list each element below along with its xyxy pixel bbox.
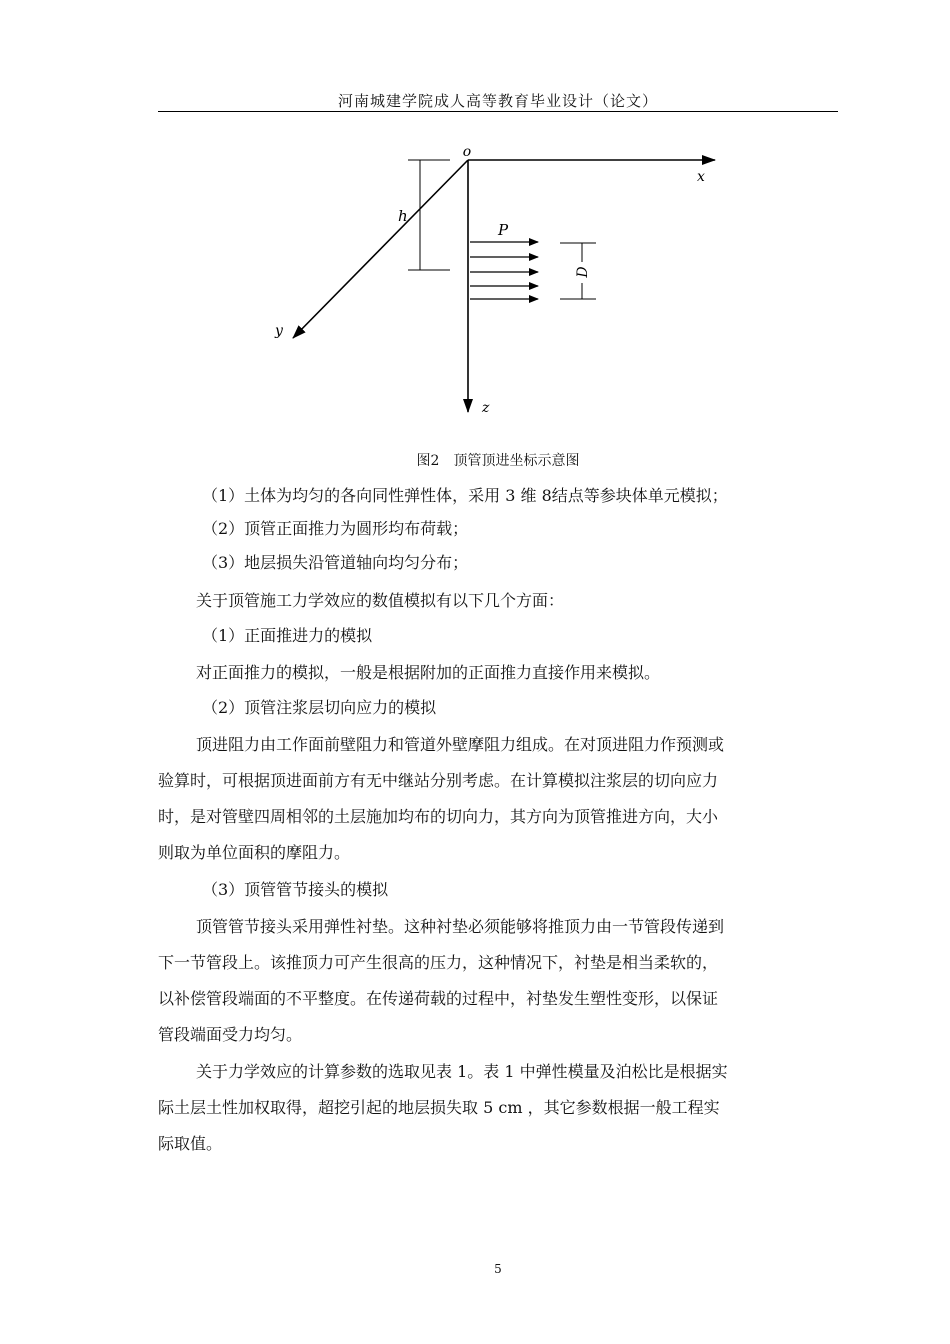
body-line: 际取值。 xyxy=(158,1134,223,1153)
figure-caption-number: 图2 xyxy=(416,453,440,469)
body-line: 验算时，可根据顶进面前方有无中继站分别考虑。在计算模拟注浆层的切向应力 xyxy=(158,771,719,790)
d-label: D xyxy=(575,266,591,278)
body-line: 顶进阻力由工作面前壁阻力和管道外壁摩阻力组成。在对顶进阻力作预测或 xyxy=(196,735,725,754)
body-line: 顶管管节接头采用弹性衬垫。这种衬垫必须能够将推顶力由一节管段传递到 xyxy=(196,917,725,936)
body-line: 时，是对管壁四周相邻的土层施加均布的切向力，其方向为顶管推进方向，大小 xyxy=(158,807,719,826)
figure-caption-text: 顶管顶进坐标示意图 xyxy=(453,453,580,469)
body-line: 对正面推力的模拟，一般是根据附加的正面推力直接作用来模拟。 xyxy=(196,663,661,682)
body-line: 下一节管段上。该推顶力可产生很高的压力，这种情况下，衬垫是相当柔软的， xyxy=(158,953,719,972)
body-line: （2）顶管注浆层切向应力的模拟 xyxy=(202,698,437,717)
body-line: 关于顶管施工力学效应的数值模拟有以下几个方面： xyxy=(196,591,565,610)
page-header: 河南城建学院成人高等教育毕业设计（论文） xyxy=(337,92,658,110)
body-line: （1）正面推进力的模拟 xyxy=(202,626,373,645)
body-line: 以补偿管段端面的不平整度。在传递荷载的过程中，衬垫发生塑性变形，以保证 xyxy=(158,989,719,1008)
header-rule xyxy=(158,111,838,112)
body-line: 关于力学效应的计算参数的选取见表 1。表 1 中弹性模量及泊松比是根据实 xyxy=(196,1062,728,1081)
origin-label: o xyxy=(462,144,472,160)
body-line: 际土层土性加权取得，超挖引起的地层损失取 5 cm ，其它参数根据一般工程实 xyxy=(158,1098,720,1117)
y-axis xyxy=(293,160,468,338)
p-label: P xyxy=(498,221,509,239)
figure-caption xyxy=(158,450,838,470)
diagram-svg xyxy=(260,140,740,420)
y-axis-label: y xyxy=(275,323,283,339)
coordinate-diagram xyxy=(260,140,740,420)
body-line: （2）顶管正面推力为圆形均布荷载； xyxy=(202,519,469,538)
z-axis-label: z xyxy=(482,400,490,416)
h-label: h xyxy=(398,207,408,225)
body-line: （3）地层损失沿管道轴向均匀分布； xyxy=(202,553,469,572)
body-line: （1）土体为均匀的各向同性弹性体，采用 3 维 8结点等参块体单元模拟； xyxy=(202,486,728,505)
x-axis-label: x xyxy=(697,169,705,185)
page-number: 5 xyxy=(494,1262,502,1276)
body-line: （3）顶管管节接头的模拟 xyxy=(202,880,389,899)
body-line: 管段端面受力均匀。 xyxy=(158,1025,303,1044)
body-line: 则取为单位面积的摩阻力。 xyxy=(158,843,351,862)
